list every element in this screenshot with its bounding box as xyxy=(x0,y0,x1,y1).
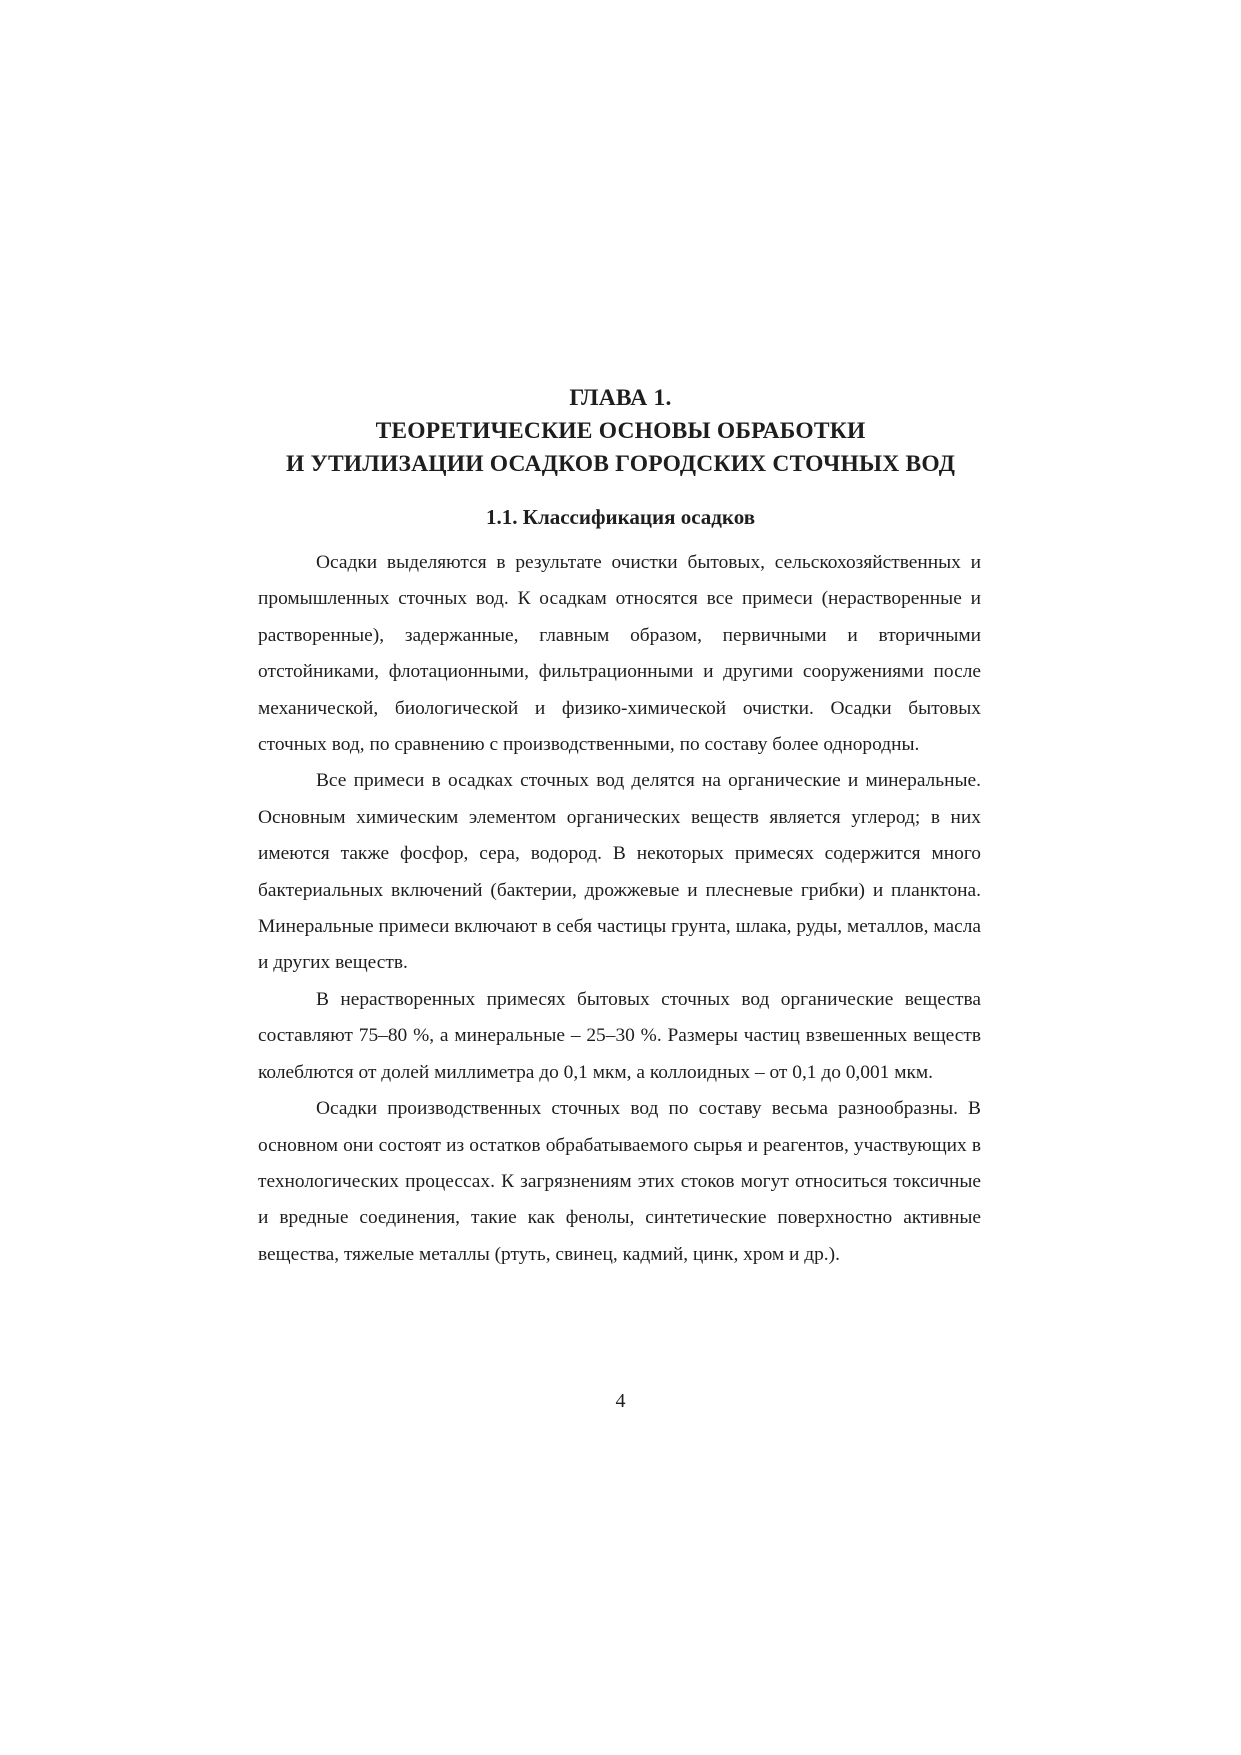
chapter-heading xyxy=(0,382,1241,481)
chapter-title-line-1: ТЕОРЕТИЧЕСКИЕ ОСНОВЫ ОБРАБОТКИ xyxy=(375,418,866,444)
chapter-title-line-2: И УТИЛИЗАЦИИ ОСАДКОВ ГОРОДСКИХ СТОЧНЫХ ВОД xyxy=(285,451,956,477)
paragraph: В нерастворенных примесях бытовых сточных вод органические вещества составляют 75–80 %, а минеральные – 25–30 %. Размеры частиц взвешенных веществ колеблются от долей миллиметра до 0,1 мкм, а коллоидных – от 0,1 до 0,001 мкм. xyxy=(258,988,981,1083)
chapter-label: ГЛАВА 1. xyxy=(569,385,672,411)
paragraph: Осадки производственных сточных вод по составу весьма разнообразны. В основном они состоят из остатков обрабатываемого сырья и реагентов, участвующих в технологических процессах. К загрязнениям этих стоков могут относиться токсичные и вредные соединения, такие как фенолы, синтетические поверхностно активные вещества, тяжелые металлы (ртуть, свинец, кадмий, цинк, хром и др.). xyxy=(258,1098,981,1265)
page-number: 4 xyxy=(615,1390,626,1412)
paragraph: Все примеси в осадках сточных вод делятся на органические и минеральные. Основным химическим элементом органических веществ является углерод; в них имеются также фосфор, сера, водород. В некоторых примесях содержится много бактериальных включений (бактерии, дрожжевые и плесневые грибки) и планктона. Минеральные примеси включают в себя частицы грунта, шлака, руды, металлов, масла и других веществ. xyxy=(258,770,981,974)
section-title: 1.1. Классификация осадков xyxy=(485,505,756,529)
paragraph: Осадки выделяются в результате очистки бытовых, сельскохозяйственных и промышленных сточных вод. К осадкам относятся все примеси (нерастворенные и растворенные), задержанные, главным образом, первичными и вторичными отстойниками, флотационными, фильтрационными и другими сооружениями после механической, биологической и физико-химической очистки. Осадки бытовых сточных вод, по сравнению с производственными, по составу более однородны. xyxy=(258,552,981,756)
body-text xyxy=(258,545,981,1273)
